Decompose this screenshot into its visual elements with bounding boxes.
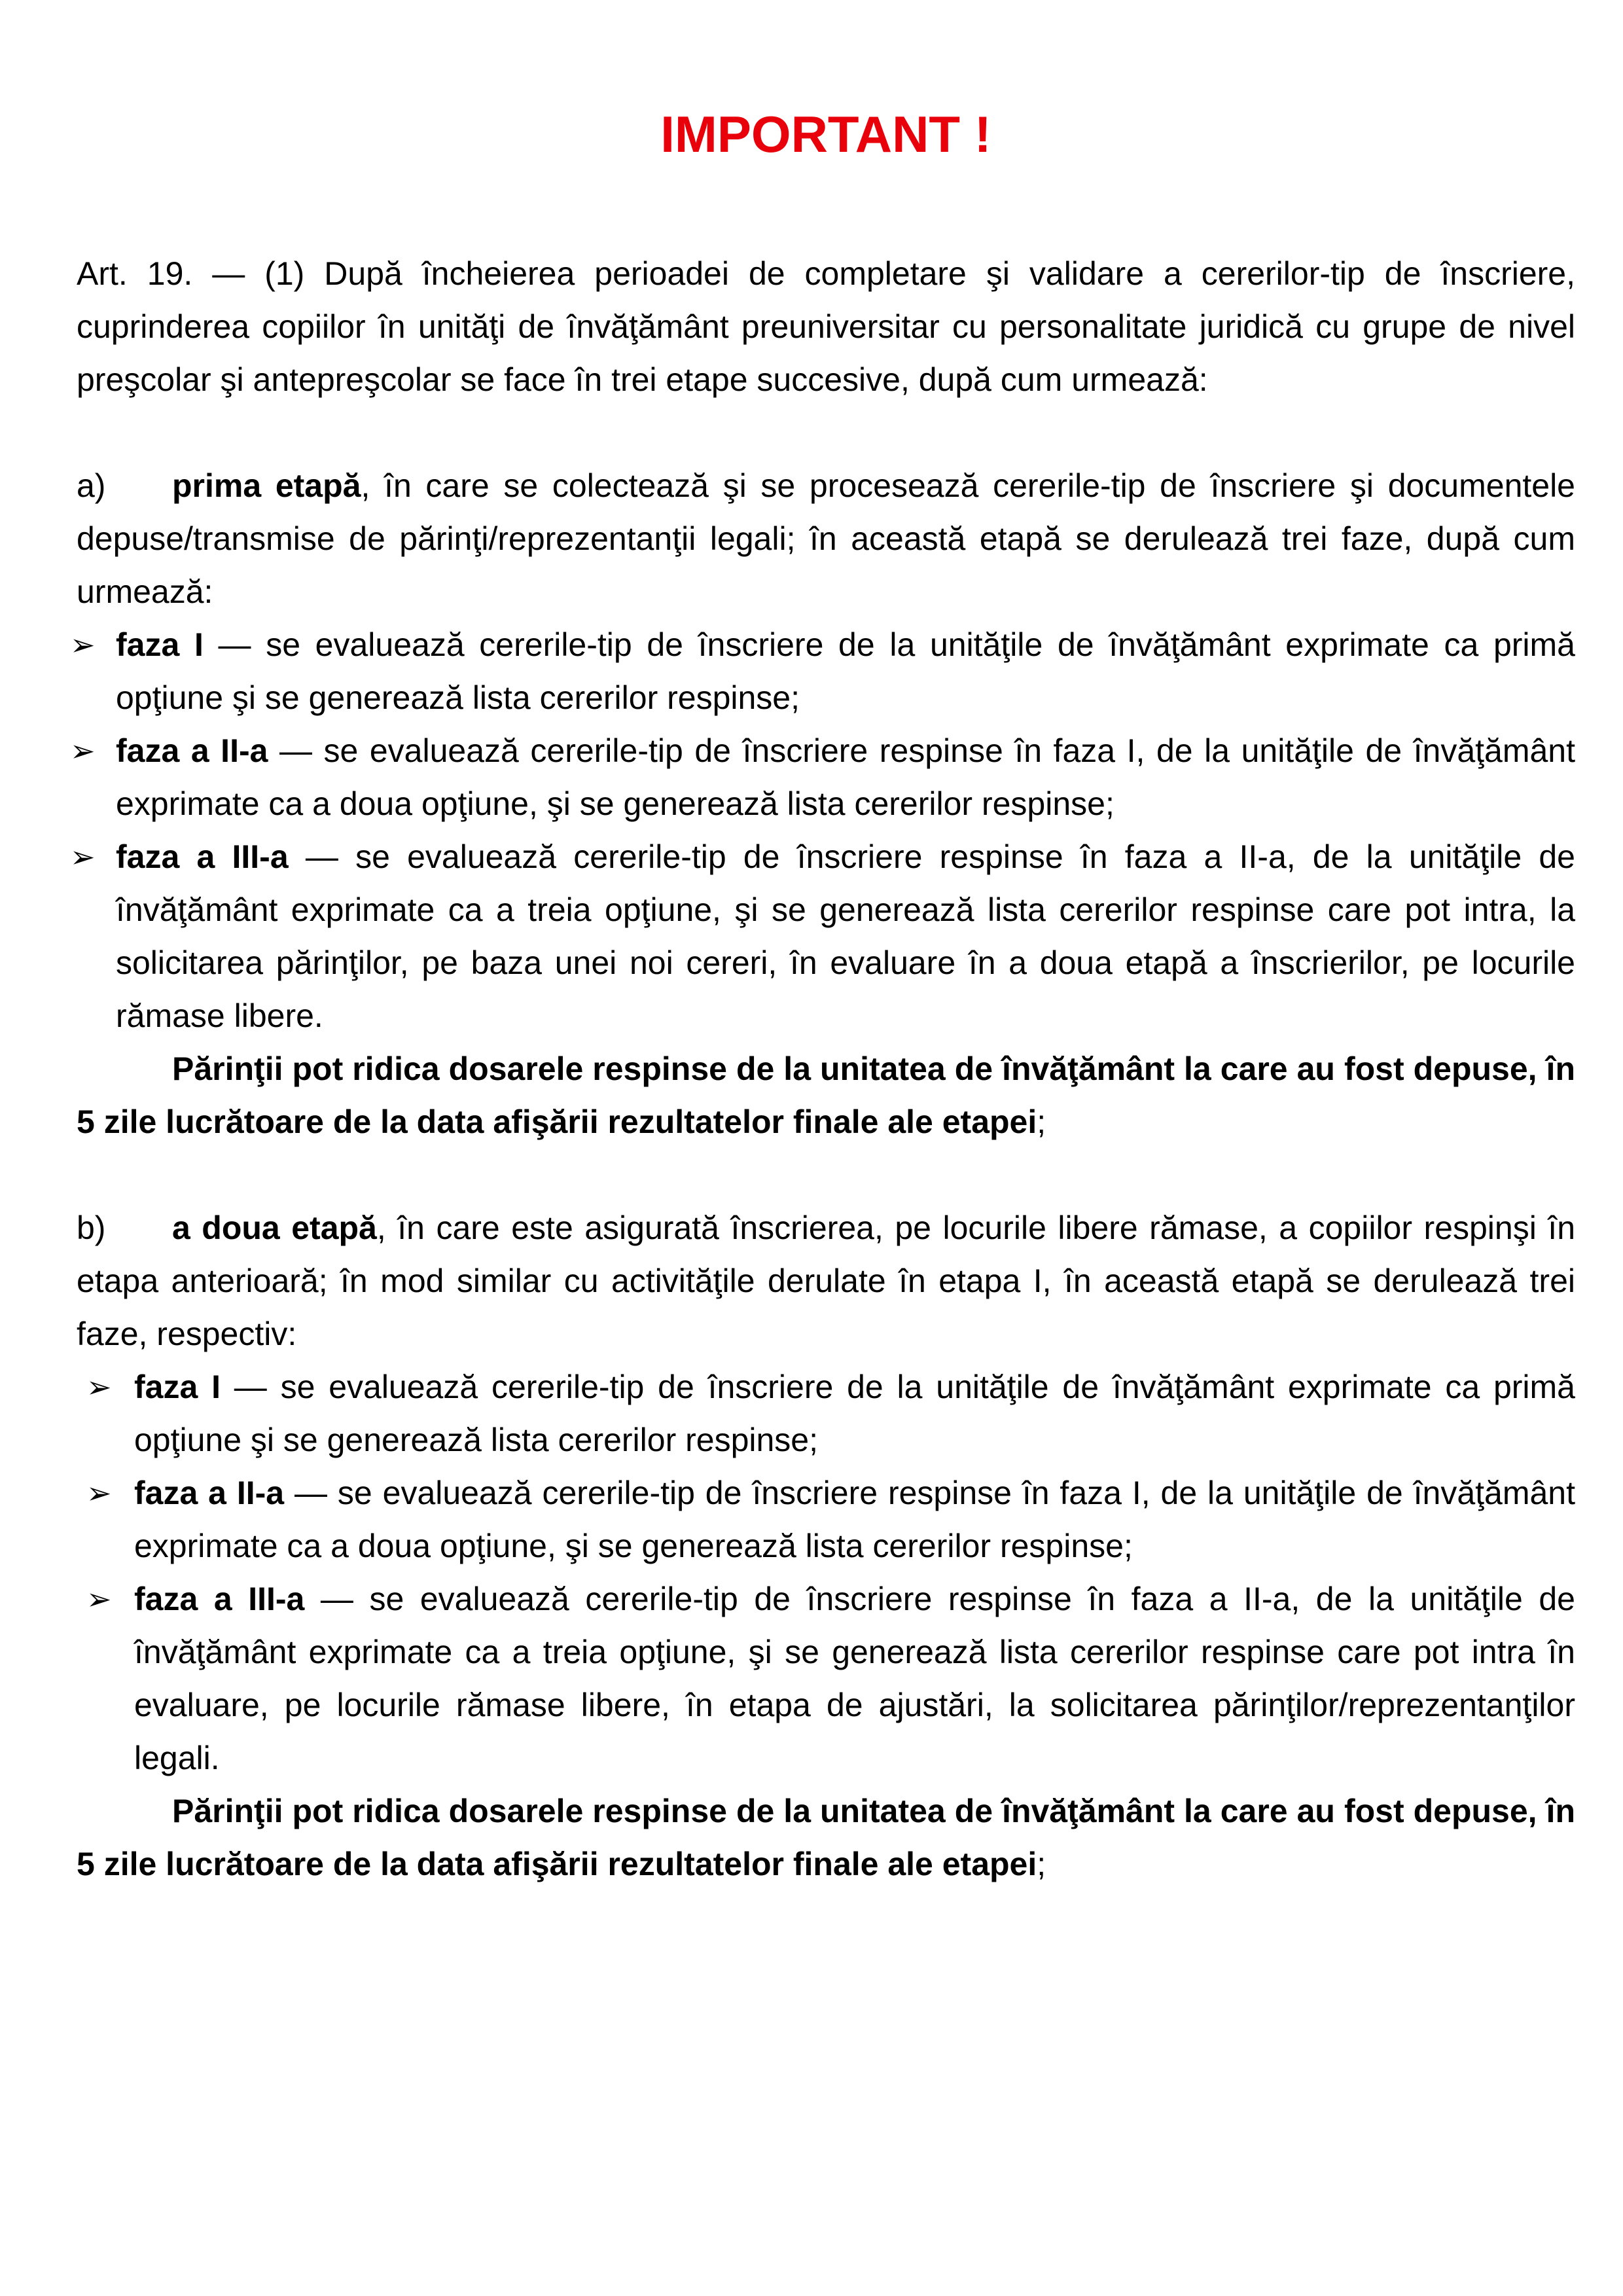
section-b-paragraph bbox=[77, 1202, 1575, 1361]
section-b-text: , în care este asigurată înscrierea, pe locurile libere rămase, a copiilor respinşi în etapa anterioară; în mod similar cu activităţile derulate în etapa I, în această etapă se derulează trei faze, respectiv: bbox=[77, 1210, 1576, 1352]
section-b-note-end: ; bbox=[1037, 1846, 1046, 1882]
arrow-bullet-icon: ➢ bbox=[86, 1476, 112, 1510]
phase-label: faza I bbox=[116, 626, 204, 663]
section-b-note bbox=[77, 1785, 1575, 1891]
document-page bbox=[70, 98, 1576, 1891]
list-item bbox=[70, 619, 1575, 725]
phase-text: — se evaluează cererile-tip de înscriere respinse în faza a II-a, de la unităţile de învăţământ exprimate ca a treia opţiune, şi se generează lista cererilor respinse care pot intra în evaluare, pe locurile rămase libere, în etapa de ajustări, la solicitarea părinţilor/reprezentanţilor legali. bbox=[134, 1581, 1575, 1776]
section-a-note bbox=[77, 1043, 1575, 1149]
arrow-bullet-icon: ➢ bbox=[86, 1370, 112, 1404]
phase-text: — se evaluează cererile-tip de înscriere respinse în faza a II-a, de la unităţile de învăţământ exprimate ca a treia opţiune, şi se generează lista cererilor respinse care pot intra, la solicitarea părinţilor, pe baza unei noi cereri, în evaluare în a doua etapă a înscrierilor, pe locurile rămase libere. bbox=[116, 838, 1575, 1034]
section-a-heading: prima etapă bbox=[172, 467, 361, 504]
phase-text: — se evaluează cererile-tip de înscriere de la unităţile de învăţământ exprimate ca primă opţiune şi se generează lista cererilor respinse; bbox=[116, 626, 1575, 716]
list-item bbox=[70, 831, 1575, 1043]
list-item bbox=[70, 725, 1575, 831]
list-item bbox=[77, 1467, 1575, 1573]
phase-text: — se evaluează cererile-tip de înscriere respinse în faza I, de la unităţile de învăţământ exprimate ca a doua opţiune, şi se generează lista cererilor respinse; bbox=[116, 732, 1575, 822]
spacer bbox=[77, 406, 1575, 459]
section-a-paragraph bbox=[77, 459, 1575, 619]
section-a-text: , în care se colectează şi se procesează cererile-tip de înscriere şi documentele depuse/transmise de părinţi/reprezentanţii legali; în această etapă se derulează trei faze, după cum urmează: bbox=[77, 467, 1575, 610]
section-a-note-bold: Părinţii pot ridica dosarele respinse de la unitatea de învăţământ la care au fost depuse, în 5 zile lucrătoare de la data afişării rezultatelor finale ale etapei bbox=[77, 1050, 1575, 1140]
phase-label: faza a III-a bbox=[116, 838, 289, 875]
section-a-note-end: ; bbox=[1037, 1103, 1046, 1140]
section-b-phase-list bbox=[77, 1361, 1575, 1785]
section-b-letter: b) bbox=[77, 1210, 106, 1246]
section-b-heading: a doua etapă bbox=[172, 1210, 377, 1246]
section-a-phase-list bbox=[70, 619, 1575, 1043]
intro-paragraph: Art. 19. — (1) După încheierea perioadei de completare şi validare a cererilor-tip de înscriere, cuprinderea copiilor în unităţi de învăţământ preuniversitar cu personalitate juridică cu grupe de nivel preşcolar şi antepreşcolar se face în trei etape succesive, după cum urmează: bbox=[77, 255, 1575, 398]
arrow-bullet-icon: ➢ bbox=[70, 840, 96, 874]
phase-text: — se evaluează cererile-tip de înscriere de la unităţile de învăţământ exprimate ca primă opţiune şi se generează lista cererilor respinse; bbox=[134, 1369, 1575, 1458]
phase-label: faza I bbox=[134, 1369, 221, 1405]
section-a-letter: a) bbox=[77, 467, 106, 504]
page-title: IMPORTANT ! bbox=[660, 105, 991, 163]
section-b-note-bold: Părinţii pot ridica dosarele respinse de la unitatea de învăţământ la care au fost depuse, în 5 zile lucrătoare de la data afişării rezultatelor finale ale etapei bbox=[77, 1793, 1575, 1882]
list-item bbox=[77, 1361, 1575, 1467]
arrow-bullet-icon: ➢ bbox=[70, 734, 96, 768]
phase-label: faza a II-a bbox=[116, 732, 268, 769]
phase-label: faza a II-a bbox=[134, 1475, 285, 1511]
arrow-bullet-icon: ➢ bbox=[70, 628, 96, 662]
arrow-bullet-icon: ➢ bbox=[86, 1582, 112, 1616]
phase-label: faza a III-a bbox=[134, 1581, 305, 1617]
spacer bbox=[77, 1149, 1575, 1202]
phase-text: — se evaluează cererile-tip de înscriere respinse în faza I, de la unităţile de învăţământ exprimate ca a doua opţiune, şi se generează lista cererilor respinse; bbox=[134, 1475, 1575, 1564]
list-item bbox=[77, 1573, 1575, 1785]
